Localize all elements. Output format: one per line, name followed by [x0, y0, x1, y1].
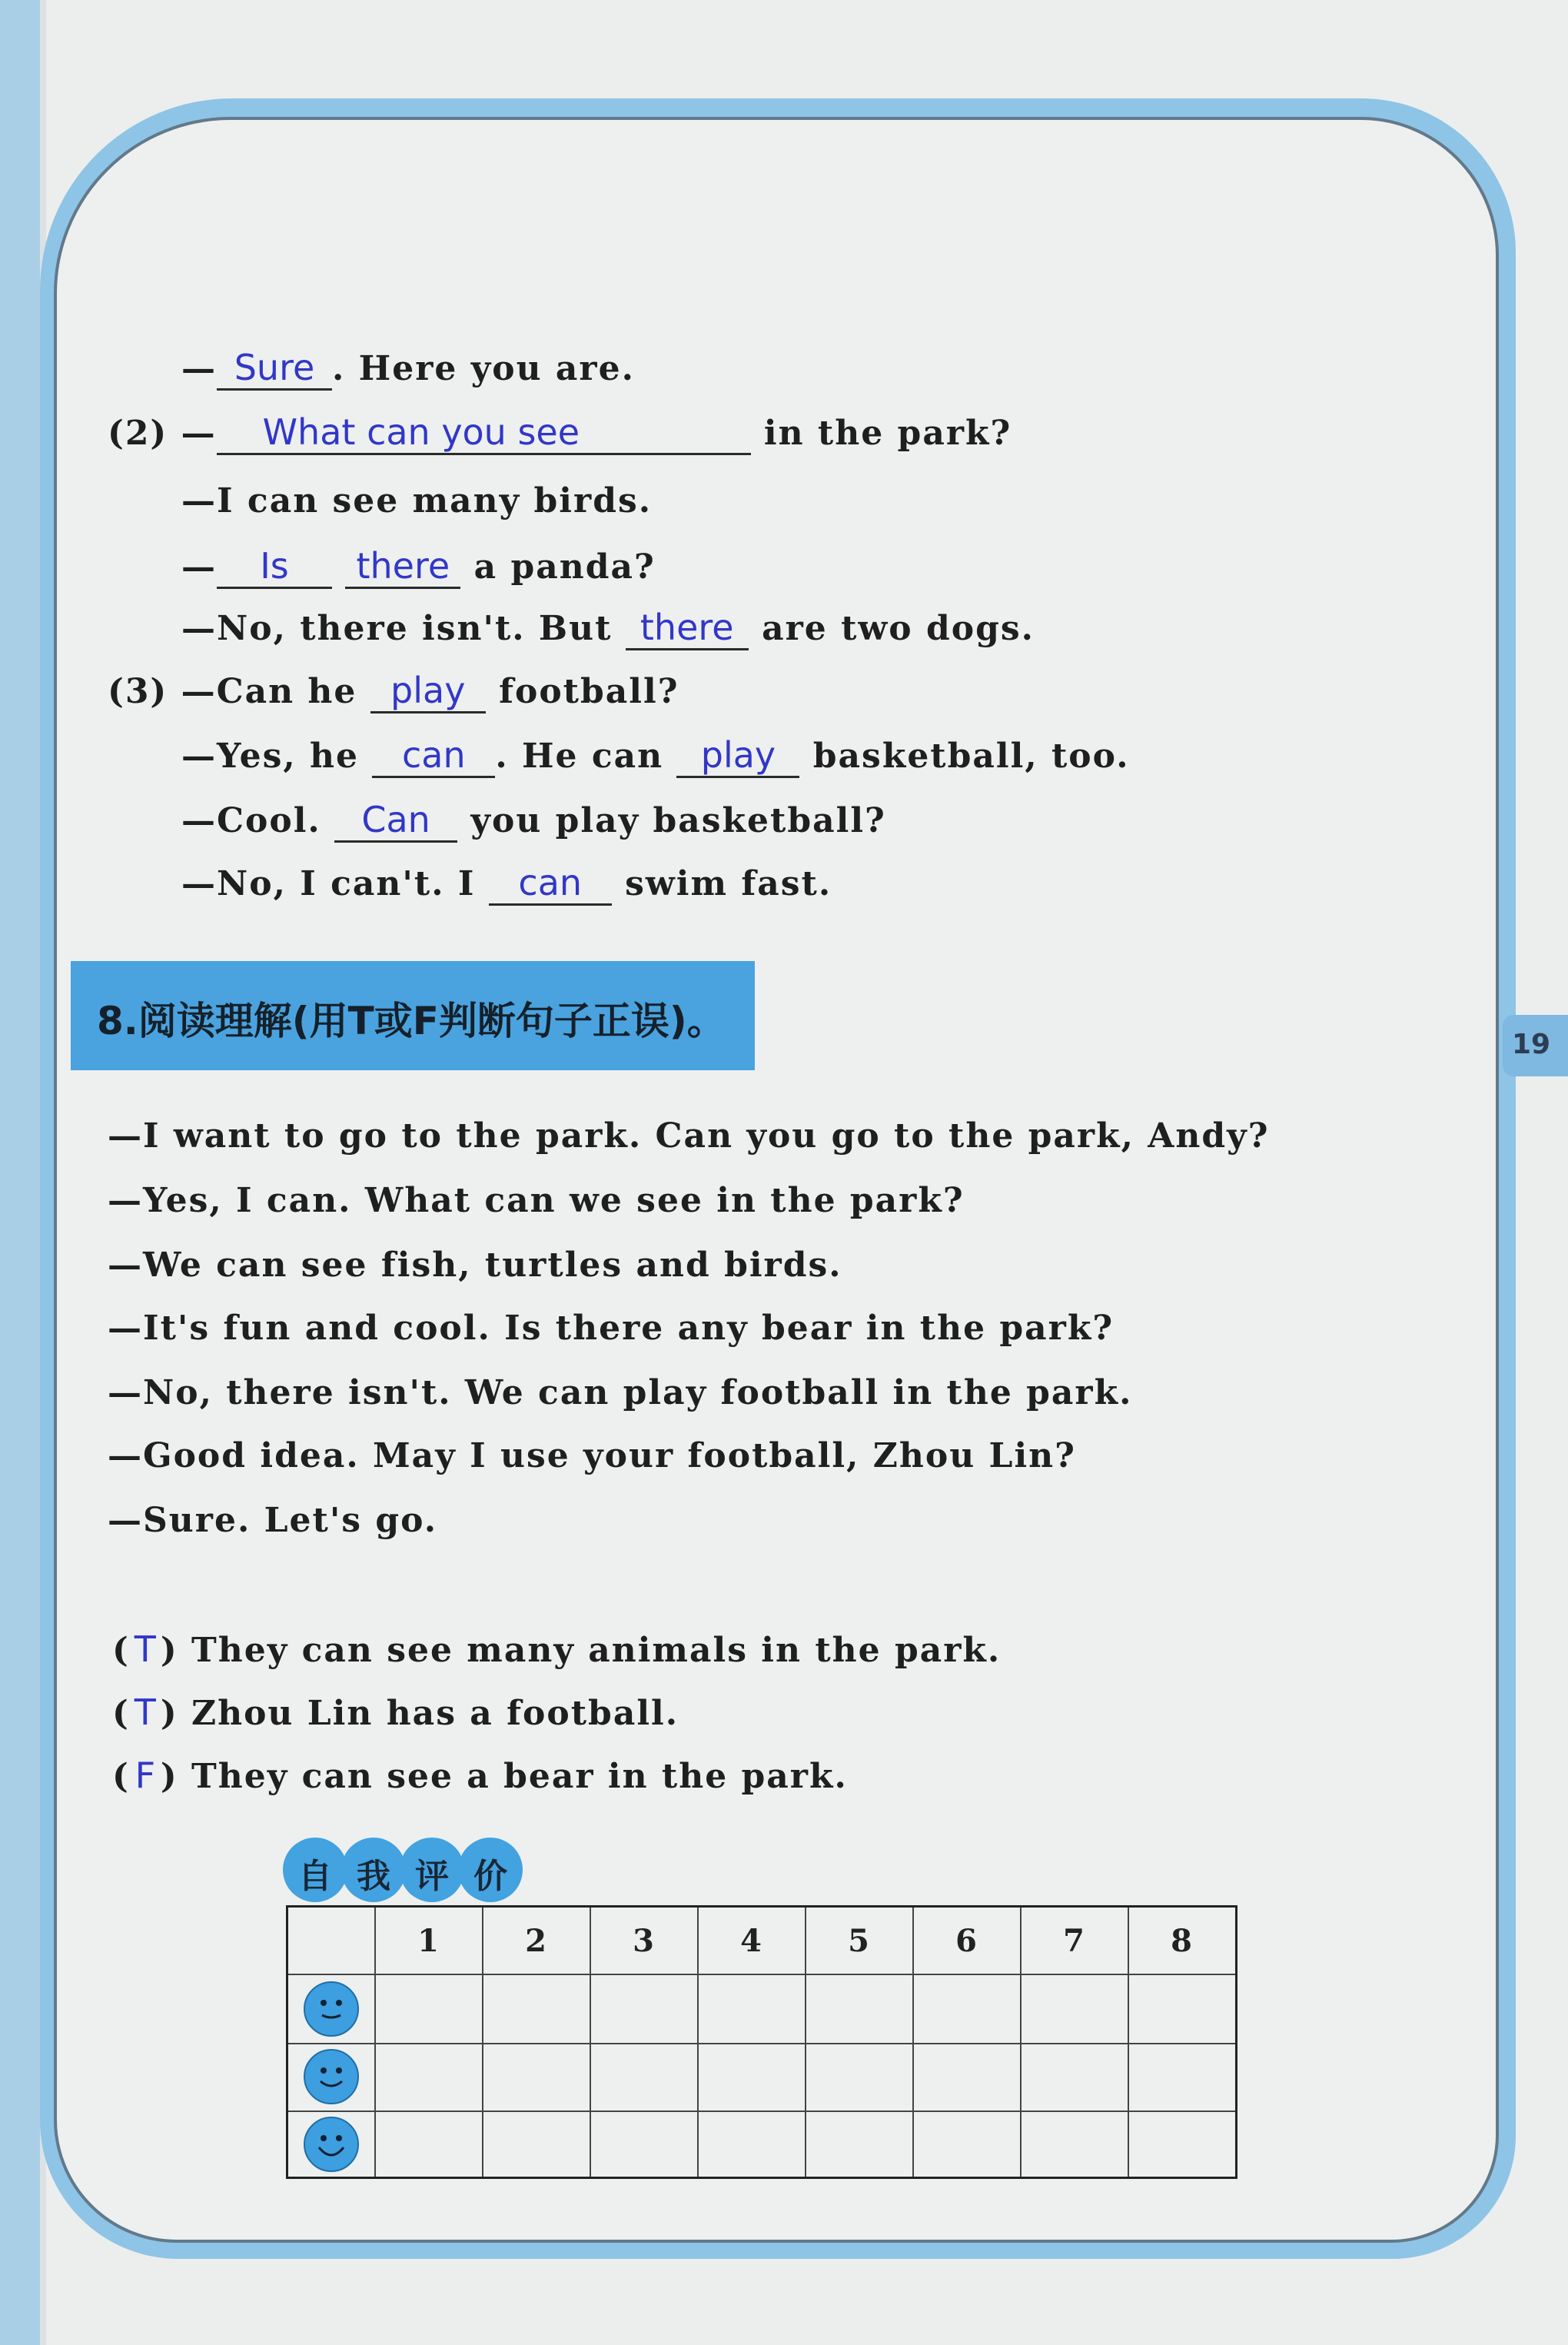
column-header: 4 [740, 1923, 762, 1959]
passage-line: —No, there isn't. We can play football in the park. [108, 1373, 1133, 1412]
passage-line: —Sure. Let's go. [108, 1501, 438, 1540]
judgment-item: ( T ) They can see many animals in the park. [112, 1628, 1002, 1670]
answer-blank[interactable]: can [489, 863, 612, 906]
eval-title-circle: 价 [458, 1838, 523, 1902]
smiley-icon [304, 2117, 359, 2172]
q3-line4: —No, I can't. I can swim fast. [181, 863, 832, 906]
answer-blank[interactable]: there [626, 607, 749, 650]
answer-blank[interactable]: can [372, 735, 495, 778]
page-number-tab [1503, 1015, 1568, 1076]
section-heading [71, 961, 755, 1070]
column-header: 7 [1063, 1923, 1085, 1959]
dialogue-line-sure: — Sure . Here you are. [181, 348, 635, 391]
passage-line: —It's fun and cool. Is there any bear in the park? [108, 1309, 1115, 1348]
left-page-strip [0, 0, 40, 2345]
passage-line: —Yes, I can. What can we see in the park? [108, 1181, 965, 1220]
q3-line2: —Yes, he can . He can play basketball, too. [181, 735, 1130, 778]
answer-blank[interactable]: Can [334, 800, 457, 843]
smiley-icon [304, 1981, 359, 2037]
passage-line: —We can see fish, turtles and birds. [108, 1246, 842, 1285]
judgment-answer[interactable]: T [134, 1628, 156, 1670]
column-header: 6 [955, 1923, 977, 1959]
answer-blank[interactable]: play [676, 735, 799, 778]
q2-line4: —No, there isn't. But there are two dogs. [181, 607, 1035, 650]
q2-line1: (2) — What can you see in the park? [108, 412, 1012, 455]
eval-title-circle: 我 [341, 1838, 406, 1902]
judgment-answer[interactable]: T [134, 1691, 156, 1733]
judgment-item: ( T ) Zhou Lin has a football. [112, 1691, 679, 1733]
answer-blank[interactable]: What can you see [217, 412, 751, 455]
self-eval-table [286, 1905, 1237, 2179]
passage-line: —Good idea. May I use your football, Zhou Lin? [108, 1436, 1076, 1475]
page-number: 19 [1512, 1029, 1551, 1060]
answer-blank[interactable]: there [345, 546, 460, 589]
answer-blank[interactable]: Sure [217, 348, 332, 391]
column-header: 1 [417, 1923, 439, 1959]
q3-line1: (3) —Can he play football? [108, 670, 679, 713]
eval-title-circle: 评 [400, 1838, 464, 1902]
q2-line2: —I can see many birds. [181, 481, 653, 521]
column-header: 3 [633, 1923, 654, 1959]
answer-blank[interactable]: play [370, 670, 486, 713]
q2-line3: — Is there a panda? [181, 546, 656, 589]
column-header: 5 [848, 1923, 869, 1959]
column-header: 8 [1171, 1923, 1192, 1959]
answer-blank[interactable]: Is [217, 546, 332, 589]
eval-title-circle: 自 [283, 1838, 347, 1902]
smiley-icon [304, 2049, 359, 2104]
section-title: 8.阅读理解(用T或F判断句子正误)。 [97, 999, 726, 1043]
judgment-answer[interactable]: F [135, 1755, 156, 1796]
passage-line: —I want to go to the park. Can you go to the park, Andy? [108, 1116, 1270, 1156]
column-header: 2 [525, 1923, 546, 1959]
q3-line3: —Cool. Can you play basketball? [181, 800, 886, 843]
judgment-item: ( F ) They can see a bear in the park. [112, 1755, 848, 1796]
